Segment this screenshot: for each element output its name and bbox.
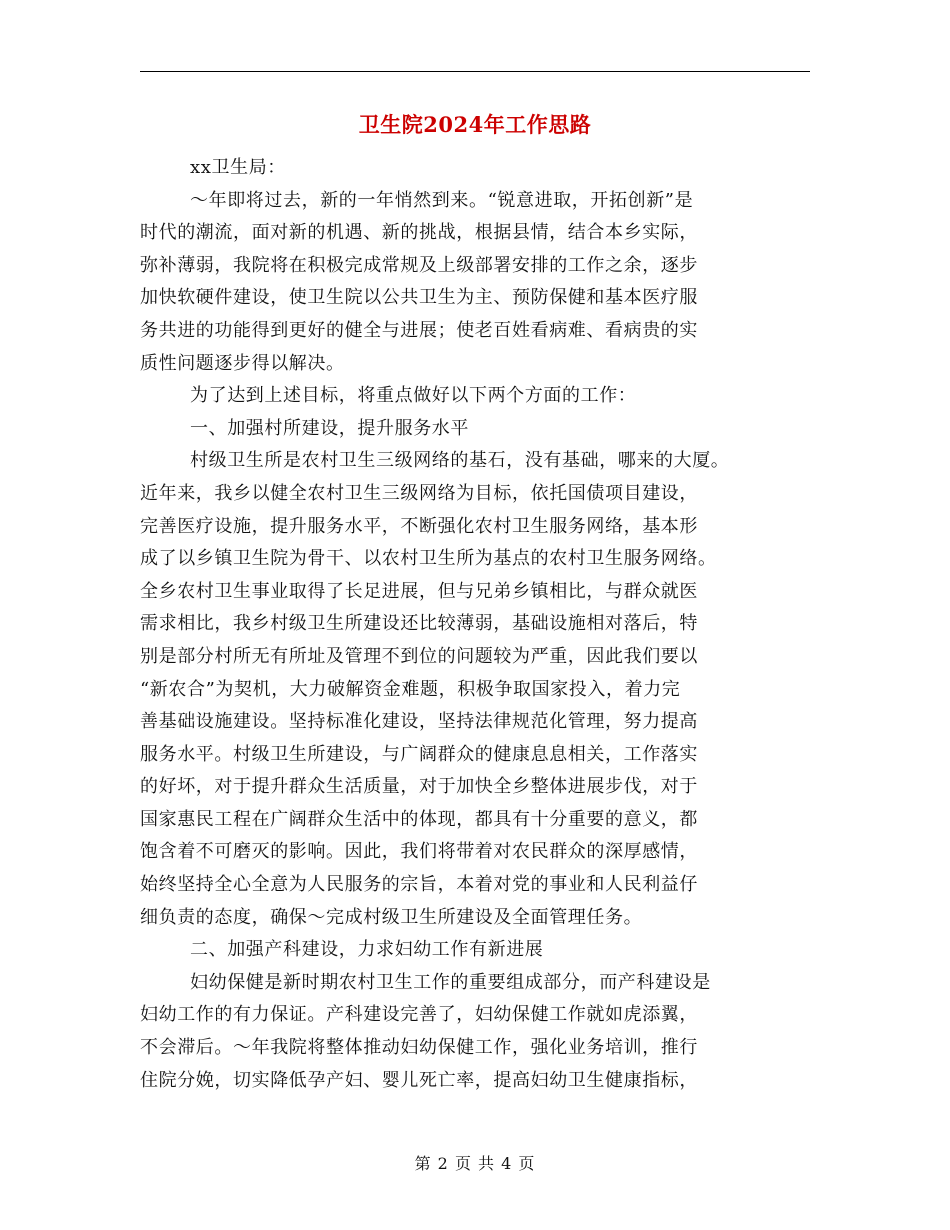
text-line: 饱含着不可磨灭的影响。因此，我们将带着对农民群众的深厚感情， (140, 841, 698, 863)
text-line: 务共进的功能得到更好的健全与进展；使老百姓看病难、看病贵的实 (140, 319, 698, 341)
text-line: 别是部分村所无有所址及管理不到位的问题较为严重，因此我们要以 (140, 645, 698, 667)
text-line: 二、加强产科建设，力求妇幼工作有新进展 (190, 939, 544, 961)
text-line: 的好坏，对于提升群众生活质量，对于加快全乡整体进展步伐，对于 (140, 776, 698, 798)
text-line: “新农合”为契机，大力破解资金难题，积极争取国家投入，着力完 (140, 678, 681, 700)
text-line: 加快软硬件建设，使卫生院以公共卫生为主、预防保健和基本医疗服 (140, 287, 698, 309)
text-line: 近年来，我乡以健全农村卫生三级网络为目标，依托国债项目建设， (140, 482, 698, 504)
text-line: 细负责的态度，确保～完成村级卫生所建设及全面管理任务。 (140, 906, 643, 928)
text-line: 需求相比，我乡村级卫生所建设还比较薄弱，基础设施相对落后，特 (140, 613, 698, 635)
text-line: 妇幼工作的有力保证。产科建设完善了，妇幼保健工作就如虎添翼， (140, 1004, 698, 1026)
text-line: 全乡农村卫生事业取得了长足进展，但与兄弟乡镇相比，与群众就医 (140, 580, 698, 602)
text-line: 弥补薄弱，我院将在积极完成常规及上级部署安排的工作之余，逐步 (140, 254, 698, 276)
text-line: 完善医疗设施，提升服务水平，不断强化农村卫生服务网络，基本形 (140, 515, 698, 537)
document-title: 卫生院2024年工作思路 (358, 112, 592, 137)
text-line: xx卫生局： (190, 157, 286, 178)
text-line: 始终坚持全心全意为人民服务的宗旨，本着对党的事业和人民利益仔 (140, 874, 698, 896)
text-line: 一、加强村所建设，提升服务水平 (190, 417, 469, 439)
text-line: ～年即将过去，新的一年悄然到来。“锐意进取，开拓创新”是 (190, 189, 694, 211)
text-line: 村级卫生所是农村卫生三级网络的基石，没有基础，哪来的大厦。 (190, 450, 730, 472)
text-line: 质性问题逐步得以解决。 (140, 352, 345, 374)
text-line: 服务水平。村级卫生所建设，与广阔群众的健康息息相关，工作落实 (140, 743, 698, 765)
text-line: 时代的潮流，面对新的机遇、新的挑战，根据县情，结合本乡实际， (140, 222, 698, 244)
text-line: 善基础设施建设。坚持标准化建设，坚持法律规范化管理，努力提高 (140, 711, 698, 733)
page-number-label: 第 2 页 共 4 页 (414, 1154, 536, 1173)
text-line: 为了达到上述目标，将重点做好以下两个方面的工作： (190, 385, 637, 407)
text-line: 成了以乡镇卫生院为骨干、以农村卫生所为基点的农村卫生服务网络。 (140, 548, 717, 570)
text-line: 不会滞后。～年我院将整体推动妇幼保健工作，强化业务培训，推行 (140, 1037, 698, 1059)
document-body (140, 152, 805, 1097)
page-footer (0, 1152, 950, 1176)
text-line: 妇幼保健是新时期农村卫生工作的重要组成部分，而产科建设是 (190, 971, 711, 993)
header-rule (140, 71, 810, 72)
text-line: 国家惠民工程在广阔群众生活中的体现，都具有十分重要的意义，都 (140, 808, 698, 830)
text-line: 住院分娩，切实降低孕产妇、婴儿死亡率，提高妇幼卫生健康指标， (140, 1069, 698, 1091)
